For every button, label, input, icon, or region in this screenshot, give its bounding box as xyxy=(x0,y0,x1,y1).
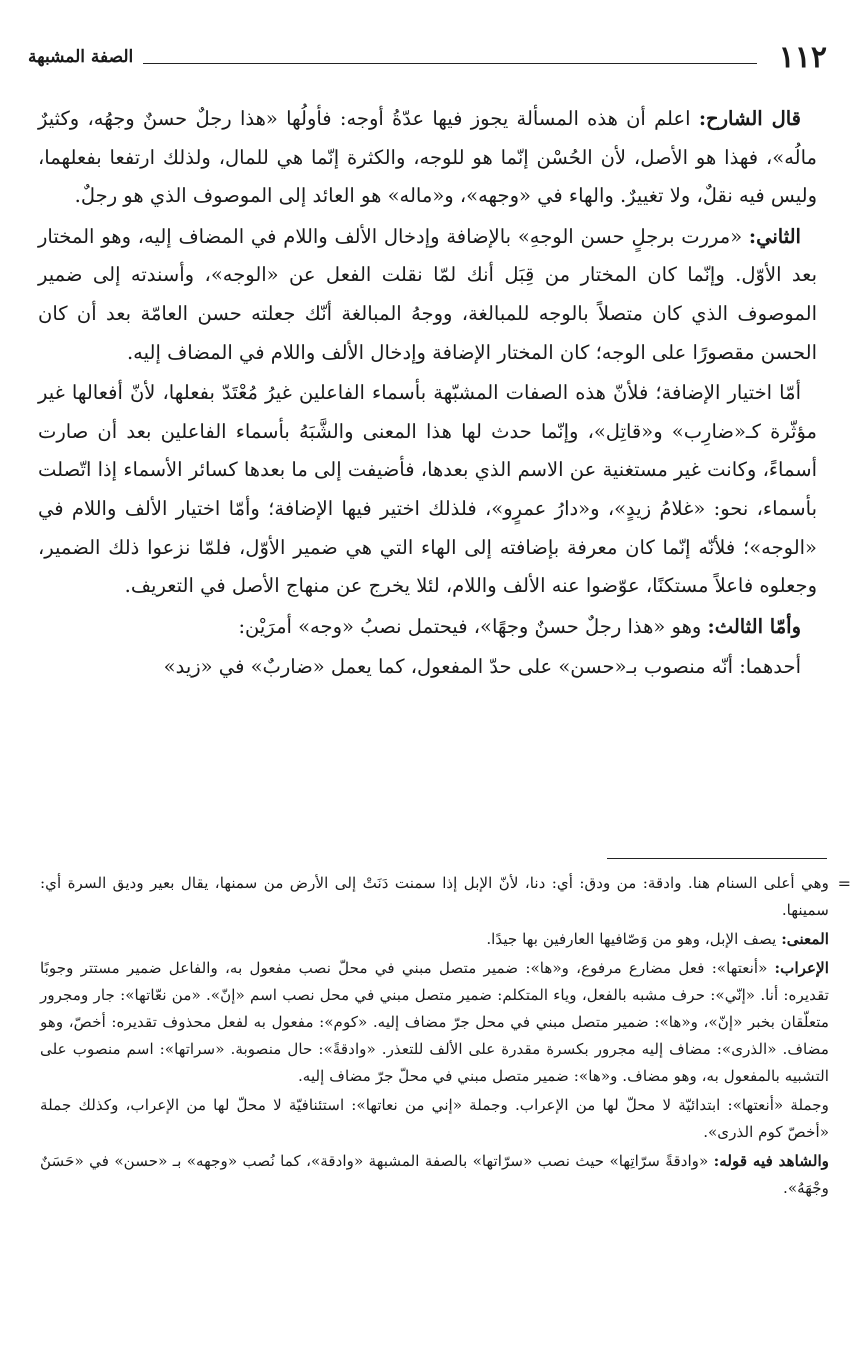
main-text xyxy=(38,100,817,689)
paragraph-4-label: وأمّا الثالث: xyxy=(707,614,801,638)
paragraph-1-label: قال الشارح: xyxy=(698,107,801,130)
footnote-meaning xyxy=(40,926,829,953)
footnotes xyxy=(40,870,851,1204)
footnote-sentences: وجملة «أنعتها»: ابتدائيّة لا محلّ لها من الإعراب. وجملة «إني من نعاتها»: استئنافيّة لا محلّ لها من الإعراب، وكذلك جملة «أخصّ كوم الذرى». xyxy=(40,1096,829,1141)
footnote-parsing-label: الإعراب: xyxy=(774,959,829,977)
paragraph-2-label: الثاني: xyxy=(748,224,801,248)
footnote-evidence xyxy=(40,1148,829,1202)
header-rule xyxy=(143,63,756,64)
footnote-meaning-text: يصف الإبل، وهو من وَصّافيها العارفين بها جيدًا. xyxy=(486,930,777,948)
page-header xyxy=(28,40,827,74)
page-number: ١١٢ xyxy=(778,39,827,75)
paragraph-4-text: وهو «هذا رجلٌ حسنٌ وجهًا»، فيحتمل نصبُ «وجه» أمرَيْن: xyxy=(238,614,702,638)
continuation-mark: = xyxy=(837,874,851,893)
paragraph-5 xyxy=(38,648,817,687)
paragraph-5-text: أحدهما: أنّه منصوب بـ«حسن» على حدّ المفعول، كما يعمل «ضاربٌ» في «زيد» xyxy=(163,655,801,679)
paragraph-3-text: أمّا اختيار الإضافة؛ فلأنّ هذه الصفات المشبّهة بأسماء الفاعلين غيرُ مُعْتَدّ بفعلها، لأنّ أفعالها غير مؤثّرة كـ«ضارِب» و«قاتِل»، وإنّما حدث لها هذا المعنى والشَّبَهُ بأسماء الفاعلين بعد أن صارت أسماءً، وكانت غير مستغنية عن الاسم الذي بعدها، فأضيفت إلى ما بعدها كسائر الأسماء إذا اتّصلت بأسماء، نحو: «غلامُ زيدٍ»، و«دارُ عمرٍو»، فلذلك اختير فيها الإضافة؛ وأمّا اختيار الألف واللام في «الوجه»؛ فلأنّه إنّما كان معرفة بإضافته إلى الهاء التي هي ضمير الأوّل، فلمّا نزعوا ذلك الضمير، وجعلوه فاعلاً مستكنًا، عوّضوا عنه الألف واللام، لئلا يخرج عن منهاج الأصل في التعريف. xyxy=(38,381,817,598)
footnote-parsing-text: «أنعتها»: فعل مضارع مرفوع، و«ها»: ضمير متصل مبني في محلّ نصب مفعول به، والفاعل ضمير مستتر وجوبًا تقديره: أنا. «إنّي»: حرف مشبه بالفعل، وياء المتكلم: ضمير متصل مبني في محل نصب اسم «إنّ». «من نعّاتها»: جار ومجرور متعلّقان بخبر «إنّ»، و«ها»: ضمير متصل مبني في محل جرّ مضاف إليه. «كوم»: مفعول به لفعل محذوف تقديره: أخصّ، وهو مضاف. «الذرى»: مضاف إليه مجرور بكسرة مقدرة على الألف للتعذر. «وادقةً»: حال منصوبة. «سراتها»: اسم منصوب على التشبيه بالمفعول به، وهو مضاف. و«ها»: ضمير متصل مبني في محلّ جرّ مضاف إليه. xyxy=(40,959,829,1085)
paragraph-1 xyxy=(38,100,817,216)
paragraph-2-text: «مررت برجلٍ حسن الوجهِ» بالإضافة وإدخال الألف واللام في المضاف إليه، وهو المختار بعد الأوّل. وإنّما كان المختار من قِبَل أنك لمّا نقلت الفعل عن «الوجه»، وأسندته إلى ضمير الموصوف الذي كان متصلاً بالوجه للمبالغة، ووجهُ المبالغة أنّك جعلته حسن العامّة بعد أن كان الحسن مقصورًا على الوجه؛ كان المختار الإضافة وإدخال الألف واللام في المضاف إليه. xyxy=(38,224,817,364)
footnote-evidence-label: والشاهد فيه قوله: xyxy=(713,1152,829,1170)
footnote-meaning-label: المعنى: xyxy=(781,930,829,948)
paragraph-2 xyxy=(38,218,817,372)
footnote-evidence-text: «وادقةً سرّاتِها» حيث نصب «سرّاتها» بالصفة المشبهة «وادقة»، كما نُصب «وجهه» بـ «حسن» في «حَسَنٌ وجْهَهُ». xyxy=(40,1152,829,1197)
footnote-separator xyxy=(607,858,827,859)
paragraph-4 xyxy=(38,608,817,647)
paragraph-1-text: اعلم أن هذه المسألة يجوز فيها عدّةُ أوجه: فأولُها «هذا رجلٌ حسنٌ وجهُه، وكثيرٌ مالُه»، فهذا هو الأصل، لأن الحُسْن إنّما هو للوجه، والكثرة إنّما هي للمال، ولذلك ارتفعا بفعلهما، وليس فيه نقلٌ، ولا تغييرٌ. والهاء في «وجهه»، و«ماله» هو العائد إلى الموصوف الذي هو رجلٌ. xyxy=(38,107,817,208)
running-title: الصفة المشبهة xyxy=(28,47,134,67)
footnote-1: وهي أعلى السنام هنا. وادقة: من ودق: أي: دنا، لأنّ الإبل إذا سمنت دَنَتْ إلى الأرض من سمنها، يقال بعير وديق السرة أي: سمينها. xyxy=(40,874,829,919)
paragraph-3 xyxy=(38,374,817,606)
footnote-parsing xyxy=(40,955,829,1090)
